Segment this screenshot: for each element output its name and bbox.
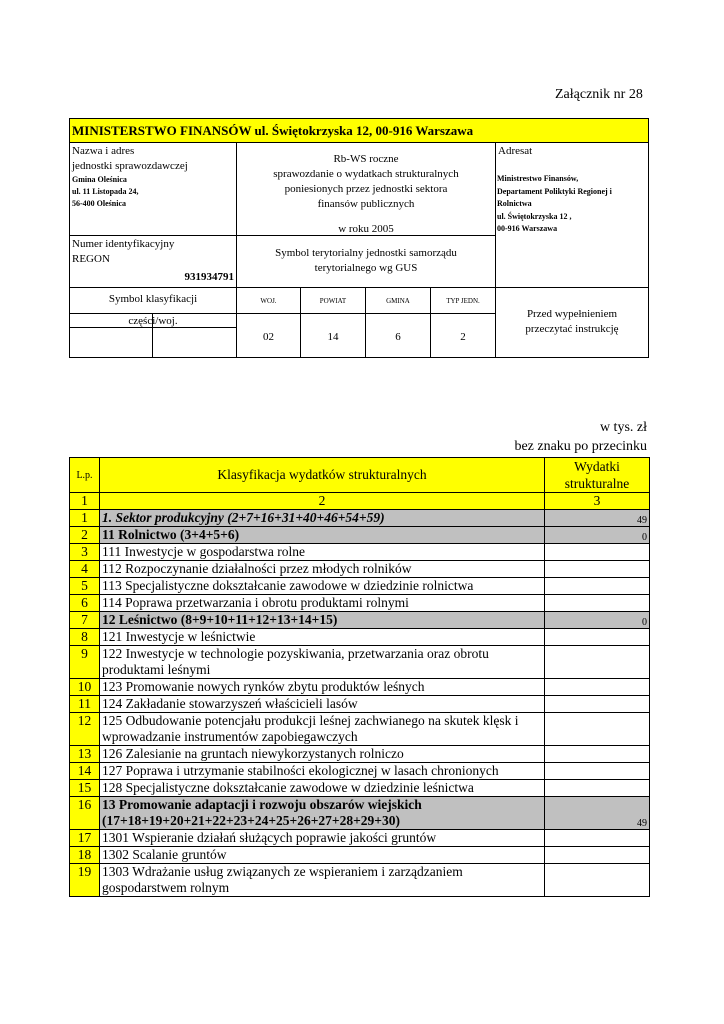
- table-row: [70, 797, 650, 830]
- addressee-label: Adresat: [498, 145, 533, 157]
- row-lp: 11: [70, 696, 100, 713]
- row-value: [545, 763, 650, 780]
- col-typ: TYP JEDN.: [446, 297, 480, 305]
- row-value: [545, 561, 650, 578]
- unit-name-label: Nazwa i adres: [72, 145, 135, 157]
- report-code: Rb-WS roczne: [333, 153, 399, 165]
- table-row: [70, 646, 650, 679]
- header-classification: Klasyfikacja wydatków strukturalnych: [100, 458, 545, 493]
- header-expenditures: [545, 458, 650, 493]
- table-row: [70, 830, 650, 847]
- row-value: [545, 830, 650, 847]
- row-value: 0: [545, 527, 650, 544]
- table-row: [70, 612, 650, 629]
- row-value: [545, 679, 650, 696]
- table-row: [70, 629, 650, 646]
- row-lp: 14: [70, 763, 100, 780]
- row-value: [545, 746, 650, 763]
- unit-name: Gmina Oleśnica: [72, 175, 127, 184]
- row-classification: 112 Rozpoczynanie działalności przez młodych rolników: [100, 561, 545, 578]
- table-row: [70, 847, 650, 864]
- row-value: 49: [545, 797, 650, 830]
- row-value: [545, 595, 650, 612]
- table-row: [70, 679, 650, 696]
- row-classification: 1302 Scalanie gruntów: [100, 847, 545, 864]
- val-powiat: 14: [327, 331, 339, 343]
- row-classification: 122 Inwestycje w technologie pozyskiwania, przetwarzania oraz obrotu produktami leśnymi: [100, 646, 545, 679]
- colnum-2: 2: [100, 493, 545, 510]
- report-desc-2: poniesionych przez jednostki sektora: [284, 183, 448, 195]
- row-lp: 6: [70, 595, 100, 612]
- row-classification: 114 Poprawa przetwarzania i obrotu produktami rolnymi: [100, 595, 545, 612]
- addressee-line-2: Departament Poliktyki Regionej i: [497, 187, 612, 196]
- table-row: [70, 510, 650, 527]
- row-value: [545, 713, 650, 746]
- table-row: [70, 746, 650, 763]
- addressee-line-1: Ministrestwo Finansów,: [497, 174, 579, 183]
- units-note: bez znaku po przecinku: [514, 439, 647, 454]
- row-lp: 10: [70, 679, 100, 696]
- row-lp: 3: [70, 544, 100, 561]
- row-value: [545, 847, 650, 864]
- report-year: w roku 2005: [338, 223, 394, 235]
- row-lp: 7: [70, 612, 100, 629]
- unit-street: ul. 11 Listopada 24,: [72, 187, 139, 196]
- id-label: Numer identyfikacyjny: [72, 238, 175, 250]
- row-classification: 123 Promowanie nowych rynków zbytu produktów leśnych: [100, 679, 545, 696]
- unit-city: 56-400 Oleśnica: [72, 199, 126, 208]
- row-classification: 1301 Wspieranie działań służących poprawie jakości gruntów: [100, 830, 545, 847]
- row-classification: 127 Poprawa i utrzymanie stabilności ekologicznej w lasach chronionych: [100, 763, 545, 780]
- row-lp: 12: [70, 713, 100, 746]
- header-exp-2: strukturalne: [564, 476, 630, 491]
- territorial-label-1: Symbol terytorialny jednostki samorządu: [275, 247, 457, 259]
- col-gmina: GMINA: [386, 297, 410, 305]
- table-row: [70, 561, 650, 578]
- table-row: [70, 544, 650, 561]
- row-classification: 121 Inwestycje w leśnictwie: [100, 629, 545, 646]
- addressee-line-4: ul. Świętokrzyska 12 ,: [497, 212, 572, 221]
- row-lp: 2: [70, 527, 100, 544]
- row-classification: 113 Specjalistyczne dokształcanie zawodowe w dziedzinie rolnictwa: [100, 578, 545, 595]
- attachment-label: Załącznik nr 28: [555, 87, 643, 102]
- row-classification: 1. Sektor produkcyjny (2+7+16+31+40+46+54+59): [100, 510, 545, 527]
- column-number-row: [70, 493, 650, 510]
- instruction-line-2: przeczytać instrukcję: [525, 323, 619, 335]
- row-value: [545, 544, 650, 561]
- ministry-title: MINISTERSTWO FINANSÓW ul. Świętokrzyska 12, 00-916 Warszawa: [70, 119, 648, 143]
- row-value: [545, 578, 650, 595]
- row-lp: 19: [70, 864, 100, 897]
- row-value: [545, 696, 650, 713]
- row-classification: 125 Odbudowanie potencjału produkcji leśnej zachwianego na skutek klęsk i wprowadzanie instrumentów zapobiegawczych: [100, 713, 545, 746]
- row-value: 49: [545, 510, 650, 527]
- row-value: [545, 780, 650, 797]
- territorial-label-2: terytorialnego wg GUS: [314, 262, 418, 274]
- row-lp: 17: [70, 830, 100, 847]
- table-row: [70, 763, 650, 780]
- table-row: [70, 578, 650, 595]
- expenditure-table: [69, 457, 650, 897]
- report-header-form: [69, 118, 649, 358]
- class-symbol-label: Symbol klasyfikacji: [108, 293, 198, 305]
- row-value: 0: [545, 612, 650, 629]
- row-classification: 111 Inwestycje w gospodarstwa rolne: [100, 544, 545, 561]
- row-lp: 9: [70, 646, 100, 679]
- row-classification: 12 Leśnictwo (8+9+10+11+12+13+14+15): [100, 612, 545, 629]
- part-woj-label: części/woj.: [128, 315, 178, 327]
- row-classification: 124 Zakładanie stowarzyszeń właścicieli lasów: [100, 696, 545, 713]
- row-lp: 5: [70, 578, 100, 595]
- addressee-line-5: 00-916 Warszawa: [497, 224, 558, 233]
- table-row: [70, 527, 650, 544]
- col-powiat: POWIAT: [319, 297, 347, 305]
- addressee-line-3: Rolnictwa: [497, 199, 532, 208]
- report-desc-3: finansów publicznych: [317, 198, 415, 210]
- regon-value: 931934791: [184, 271, 234, 283]
- row-lp: 13: [70, 746, 100, 763]
- header-exp-1: Wydatki: [574, 459, 620, 474]
- table-row: [70, 864, 650, 897]
- report-desc-1: sprawozdanie o wydatkach strukturalnych: [273, 168, 459, 180]
- units-label: w tys. zł: [599, 420, 647, 435]
- table-row: [70, 780, 650, 797]
- row-lp: 4: [70, 561, 100, 578]
- row-value: [545, 629, 650, 646]
- row-lp: 18: [70, 847, 100, 864]
- row-value: [545, 864, 650, 897]
- row-classification: 1303 Wdrażanie usług związanych ze wspieraniem i zarządzaniem gospodarstwem rolnym: [100, 864, 545, 897]
- row-classification: 11 Rolnictwo (3+4+5+6): [100, 527, 545, 544]
- row-lp: 8: [70, 629, 100, 646]
- col-woj: WOJ.: [260, 297, 277, 305]
- unit-name-label-2: jednostki sprawozdawczej: [72, 160, 188, 172]
- row-classification: 128 Specjalistyczne dokształcanie zawodowe w dziedzinie leśnictwa: [100, 780, 545, 797]
- table-row: [70, 595, 650, 612]
- row-lp: 15: [70, 780, 100, 797]
- header-lp: L.p.: [70, 458, 100, 493]
- val-gmina: 6: [395, 331, 401, 343]
- row-lp: 1: [70, 510, 100, 527]
- row-classification: 126 Zalesianie na gruntach niewykorzystanych rolniczo: [100, 746, 545, 763]
- row-value: [545, 646, 650, 679]
- instruction-line-1: Przed wypełnieniem: [526, 308, 618, 320]
- val-woj: 02: [263, 331, 274, 343]
- val-typ: 2: [460, 331, 466, 343]
- colnum-3: 3: [545, 493, 650, 510]
- table-row: [70, 696, 650, 713]
- regon-label: REGON: [72, 253, 110, 265]
- row-classification: 13 Promowanie adaptacji i rozwoju obszarów wiejskich (17+18+19+20+21+22+23+24+25+26+27+28+29+30): [100, 797, 545, 830]
- table-row: [70, 713, 650, 746]
- colnum-1: 1: [70, 493, 100, 510]
- row-lp: 16: [70, 797, 100, 830]
